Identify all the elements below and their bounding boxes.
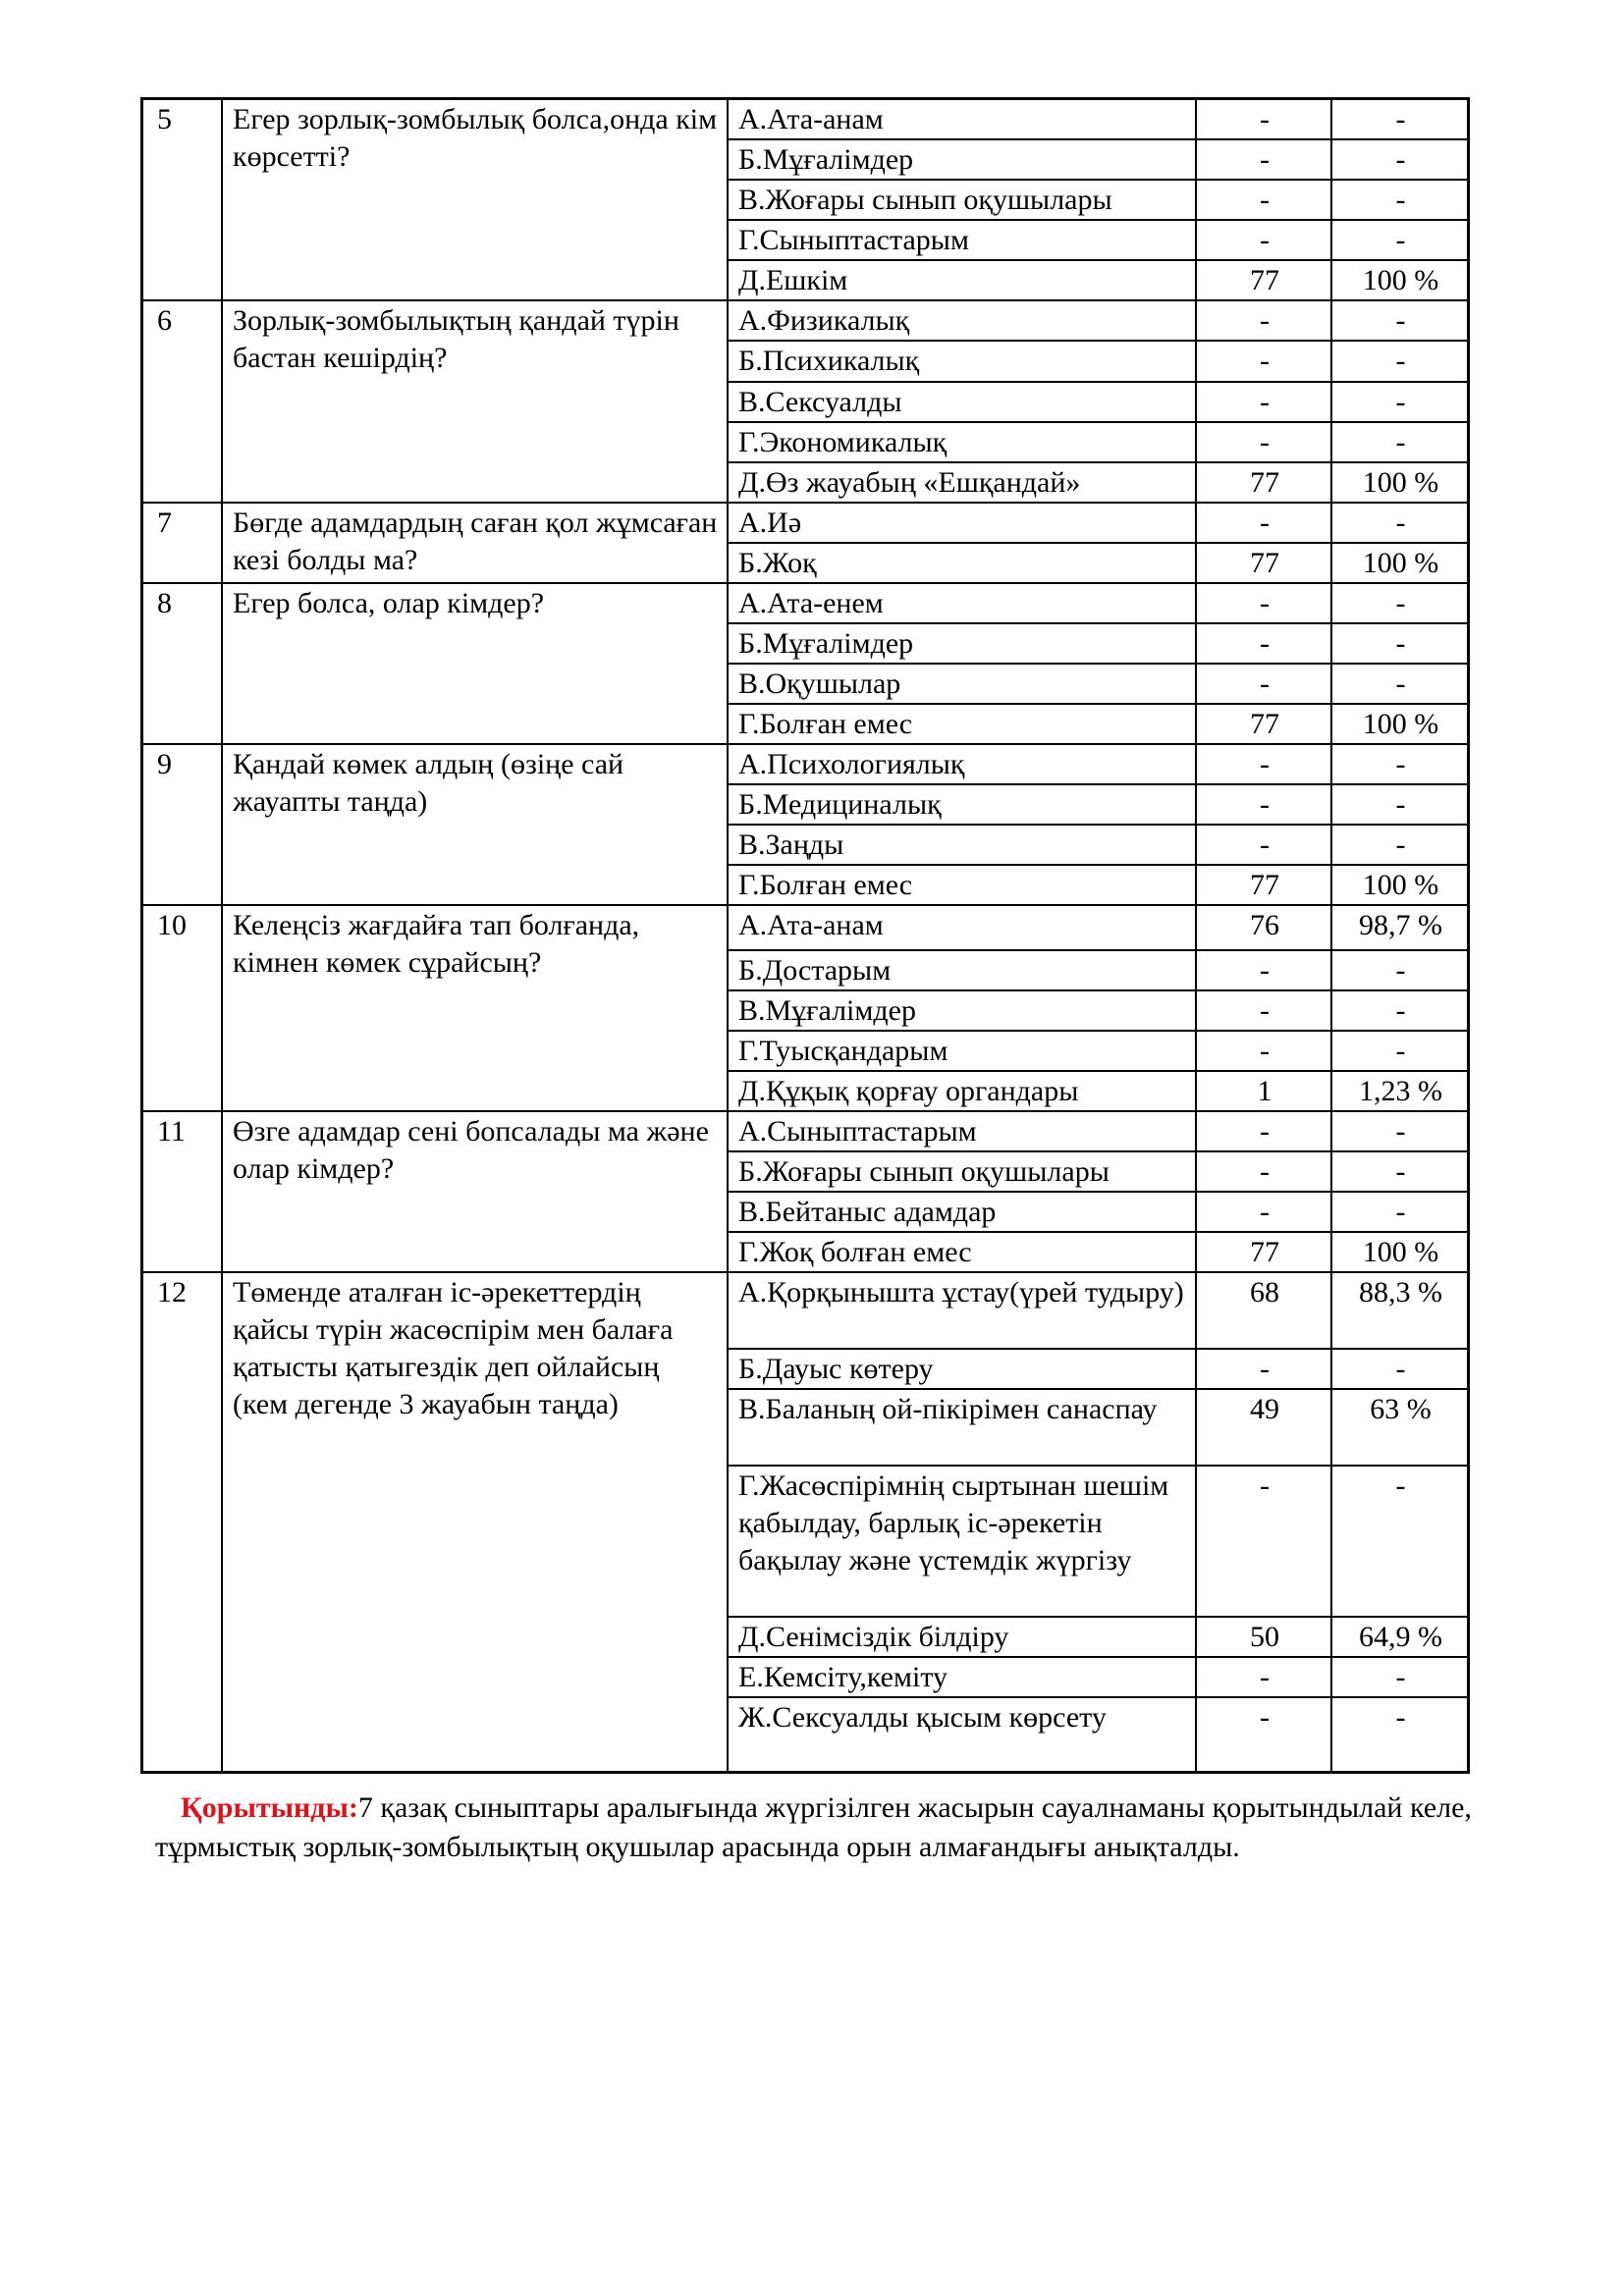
answer-percent: 100 % (1331, 260, 1469, 300)
question-text: Өзге адамдар сені бопсалады ма және олар кімдер? (222, 1111, 728, 1272)
answer-option: Б.Жоғары сынып оқушылары (728, 1151, 1196, 1192)
answer-percent: - (1331, 382, 1469, 422)
answer-percent: - (1331, 300, 1469, 341)
answer-option: В.Баланың ой-пікірімен санаспау (728, 1389, 1196, 1466)
answer-count: - (1196, 1192, 1331, 1232)
answer-percent: - (1331, 1151, 1469, 1192)
answer-count: - (1196, 300, 1331, 341)
table-row (142, 300, 1469, 341)
survey-results-table (140, 97, 1470, 1774)
answer-count: - (1196, 583, 1331, 623)
answer-count: 77 (1196, 704, 1331, 744)
answer-percent: 63 % (1331, 1389, 1469, 1466)
answer-count: - (1196, 1151, 1331, 1192)
answer-percent: 88,3 % (1331, 1272, 1469, 1349)
answer-count: - (1196, 825, 1331, 865)
answer-percent: 100 % (1331, 462, 1469, 503)
answer-count: - (1196, 1657, 1331, 1697)
answer-count: - (1196, 784, 1331, 825)
answer-count: - (1196, 1349, 1331, 1389)
answer-percent: - (1331, 583, 1469, 623)
question-text: Зорлық-зомбылықтың қандай түрін бастан кешірдің? (222, 300, 728, 503)
answer-percent: - (1331, 1111, 1469, 1151)
table-row (142, 905, 1469, 950)
question-number: 6 (142, 300, 223, 503)
question-text: Төменде аталған іс-әрекеттердің қайсы түрін жасөспірім мен балаға қатысты қатыгездік деп ойлайсың (кем дегенде 3 жауабын таңда) (222, 1272, 728, 1772)
answer-option: А.Ата-анам (728, 905, 1196, 950)
answer-percent: - (1331, 1466, 1469, 1617)
answer-option: А.Физикалық (728, 300, 1196, 341)
conclusion-paragraph (155, 1789, 1500, 1867)
question-number: 10 (142, 905, 223, 1111)
answer-count: - (1196, 382, 1331, 422)
answer-percent: 100 % (1331, 1232, 1469, 1272)
conclusion-text: 7 қазақ сыныптары аралығында жүргізілген жасырын сауалнаманы қорытындылай келе, тұрмыстық зорлық-зомбылықтың оқушылар арасында орын алмағандығы анықталды. (155, 1791, 1472, 1863)
answer-option: В.Заңды (728, 825, 1196, 865)
answer-percent: - (1331, 1031, 1469, 1071)
answer-percent: - (1331, 1349, 1469, 1389)
table-row (142, 744, 1469, 784)
answer-option: Б.Медициналық (728, 784, 1196, 825)
answer-option: А.Сыныптастарым (728, 1111, 1196, 1151)
answer-count: 77 (1196, 865, 1331, 905)
answer-count: 50 (1196, 1617, 1331, 1657)
answer-percent: 64,9 % (1331, 1617, 1469, 1657)
answer-option: Г.Туысқандарым (728, 1031, 1196, 1071)
answer-option: В.Бейтаныс адамдар (728, 1192, 1196, 1232)
conclusion-label: Қорытынды: (181, 1791, 358, 1824)
answer-option: Д.Өз жауабың «Ешқандай» (728, 462, 1196, 503)
answer-option: Ж.Сексуалды қысым көрсету (728, 1697, 1196, 1772)
answer-option: Д.Құқық қорғау органдары (728, 1071, 1196, 1111)
answer-count: 77 (1196, 543, 1331, 583)
answer-option: А.Иә (728, 503, 1196, 543)
answer-count: 77 (1196, 1232, 1331, 1272)
answer-option: В.Сексуалды (728, 382, 1196, 422)
answer-percent: - (1331, 664, 1469, 704)
answer-option: А.Ата-енем (728, 583, 1196, 623)
answer-count: - (1196, 1697, 1331, 1772)
answer-percent: - (1331, 990, 1469, 1031)
answer-option: Д.Сенімсіздік білдіру (728, 1617, 1196, 1657)
answer-percent: - (1331, 503, 1469, 543)
answer-option: В.Оқушылар (728, 664, 1196, 704)
answer-option: В.Мұғалімдер (728, 990, 1196, 1031)
answer-count: - (1196, 664, 1331, 704)
question-number: 11 (142, 1111, 223, 1272)
answer-count: - (1196, 220, 1331, 260)
table-row (142, 1111, 1469, 1151)
answer-percent: - (1331, 1657, 1469, 1697)
answer-count: - (1196, 623, 1331, 664)
answer-count: 68 (1196, 1272, 1331, 1349)
answer-percent: 100 % (1331, 865, 1469, 905)
answer-option: Б.Мұғалімдер (728, 139, 1196, 180)
table-row (142, 99, 1469, 140)
answer-option: Г.Экономикалық (728, 422, 1196, 462)
answer-percent: 98,7 % (1331, 905, 1469, 950)
answer-count: - (1196, 180, 1331, 220)
answer-count: - (1196, 503, 1331, 543)
answer-count: - (1196, 990, 1331, 1031)
answer-option: Б.Жоқ (728, 543, 1196, 583)
question-number: 7 (142, 503, 223, 583)
answer-option: Е.Кемсіту,кеміту (728, 1657, 1196, 1697)
answer-option: Г.Жасөспірімнің сыртынан шешім қабылдау, барлық іс-әрекетін бақылау және үстемдік жүргізу (728, 1466, 1196, 1617)
question-number: 9 (142, 744, 223, 905)
answer-count: 1 (1196, 1071, 1331, 1111)
answer-option: В.Жоғары сынып оқушылары (728, 180, 1196, 220)
answer-percent: 1,23 % (1331, 1071, 1469, 1111)
answer-count: - (1196, 1466, 1331, 1617)
answer-option: Д.Ешкім (728, 260, 1196, 300)
survey-table-body (142, 99, 1469, 1773)
question-number: 5 (142, 99, 223, 301)
table-row (142, 583, 1469, 623)
answer-count: - (1196, 341, 1331, 382)
answer-percent: - (1331, 744, 1469, 784)
answer-count: - (1196, 744, 1331, 784)
answer-count: 77 (1196, 260, 1331, 300)
answer-percent: - (1331, 950, 1469, 990)
question-number: 12 (142, 1272, 223, 1772)
answer-count: 76 (1196, 905, 1331, 950)
answer-count: - (1196, 950, 1331, 990)
answer-count: - (1196, 139, 1331, 180)
answer-percent: - (1331, 180, 1469, 220)
answer-percent: - (1331, 220, 1469, 260)
answer-option: Г.Жоқ болған емес (728, 1232, 1196, 1272)
answer-count: - (1196, 99, 1331, 140)
question-number: 8 (142, 583, 223, 744)
answer-option: А.Психологиялық (728, 744, 1196, 784)
answer-option: Б.Мұғалімдер (728, 623, 1196, 664)
answer-count: - (1196, 1111, 1331, 1151)
answer-option: А.Ата-анам (728, 99, 1196, 140)
answer-percent: - (1331, 341, 1469, 382)
answer-percent: - (1331, 422, 1469, 462)
answer-percent: - (1331, 99, 1469, 140)
answer-option: Б.Достарым (728, 950, 1196, 990)
question-text: Бөгде адамдардың саған қол жұмсаған кезі болды ма? (222, 503, 728, 583)
answer-option: Г.Сыныптастарым (728, 220, 1196, 260)
answer-option: Г.Болған емес (728, 865, 1196, 905)
answer-percent: - (1331, 1192, 1469, 1232)
answer-percent: 100 % (1331, 543, 1469, 583)
answer-percent: 100 % (1331, 704, 1469, 744)
answer-percent: - (1331, 139, 1469, 180)
answer-count: - (1196, 1031, 1331, 1071)
answer-count: - (1196, 422, 1331, 462)
answer-option: Г.Болған емес (728, 704, 1196, 744)
answer-percent: - (1331, 1697, 1469, 1772)
question-text: Келеңсіз жағдайға тап болғанда, кімнен көмек сұрайсың? (222, 905, 728, 1111)
answer-count: 77 (1196, 462, 1331, 503)
answer-option: А.Қорқынышта ұстау(үрей тудыру) (728, 1272, 1196, 1349)
question-text: Егер зорлық-зомбылық болса,онда кім көрсетті? (222, 99, 728, 301)
answer-percent: - (1331, 784, 1469, 825)
answer-percent: - (1331, 623, 1469, 664)
answer-percent: - (1331, 825, 1469, 865)
answer-option: Б.Дауыс көтеру (728, 1349, 1196, 1389)
answer-count: 49 (1196, 1389, 1331, 1466)
answer-option: Б.Психикалық (728, 341, 1196, 382)
table-row (142, 1272, 1469, 1349)
table-row (142, 503, 1469, 543)
question-text: Егер болса, олар кімдер? (222, 583, 728, 744)
question-text: Қандай көмек алдың (өзіңе сай жауапты таңда) (222, 744, 728, 905)
